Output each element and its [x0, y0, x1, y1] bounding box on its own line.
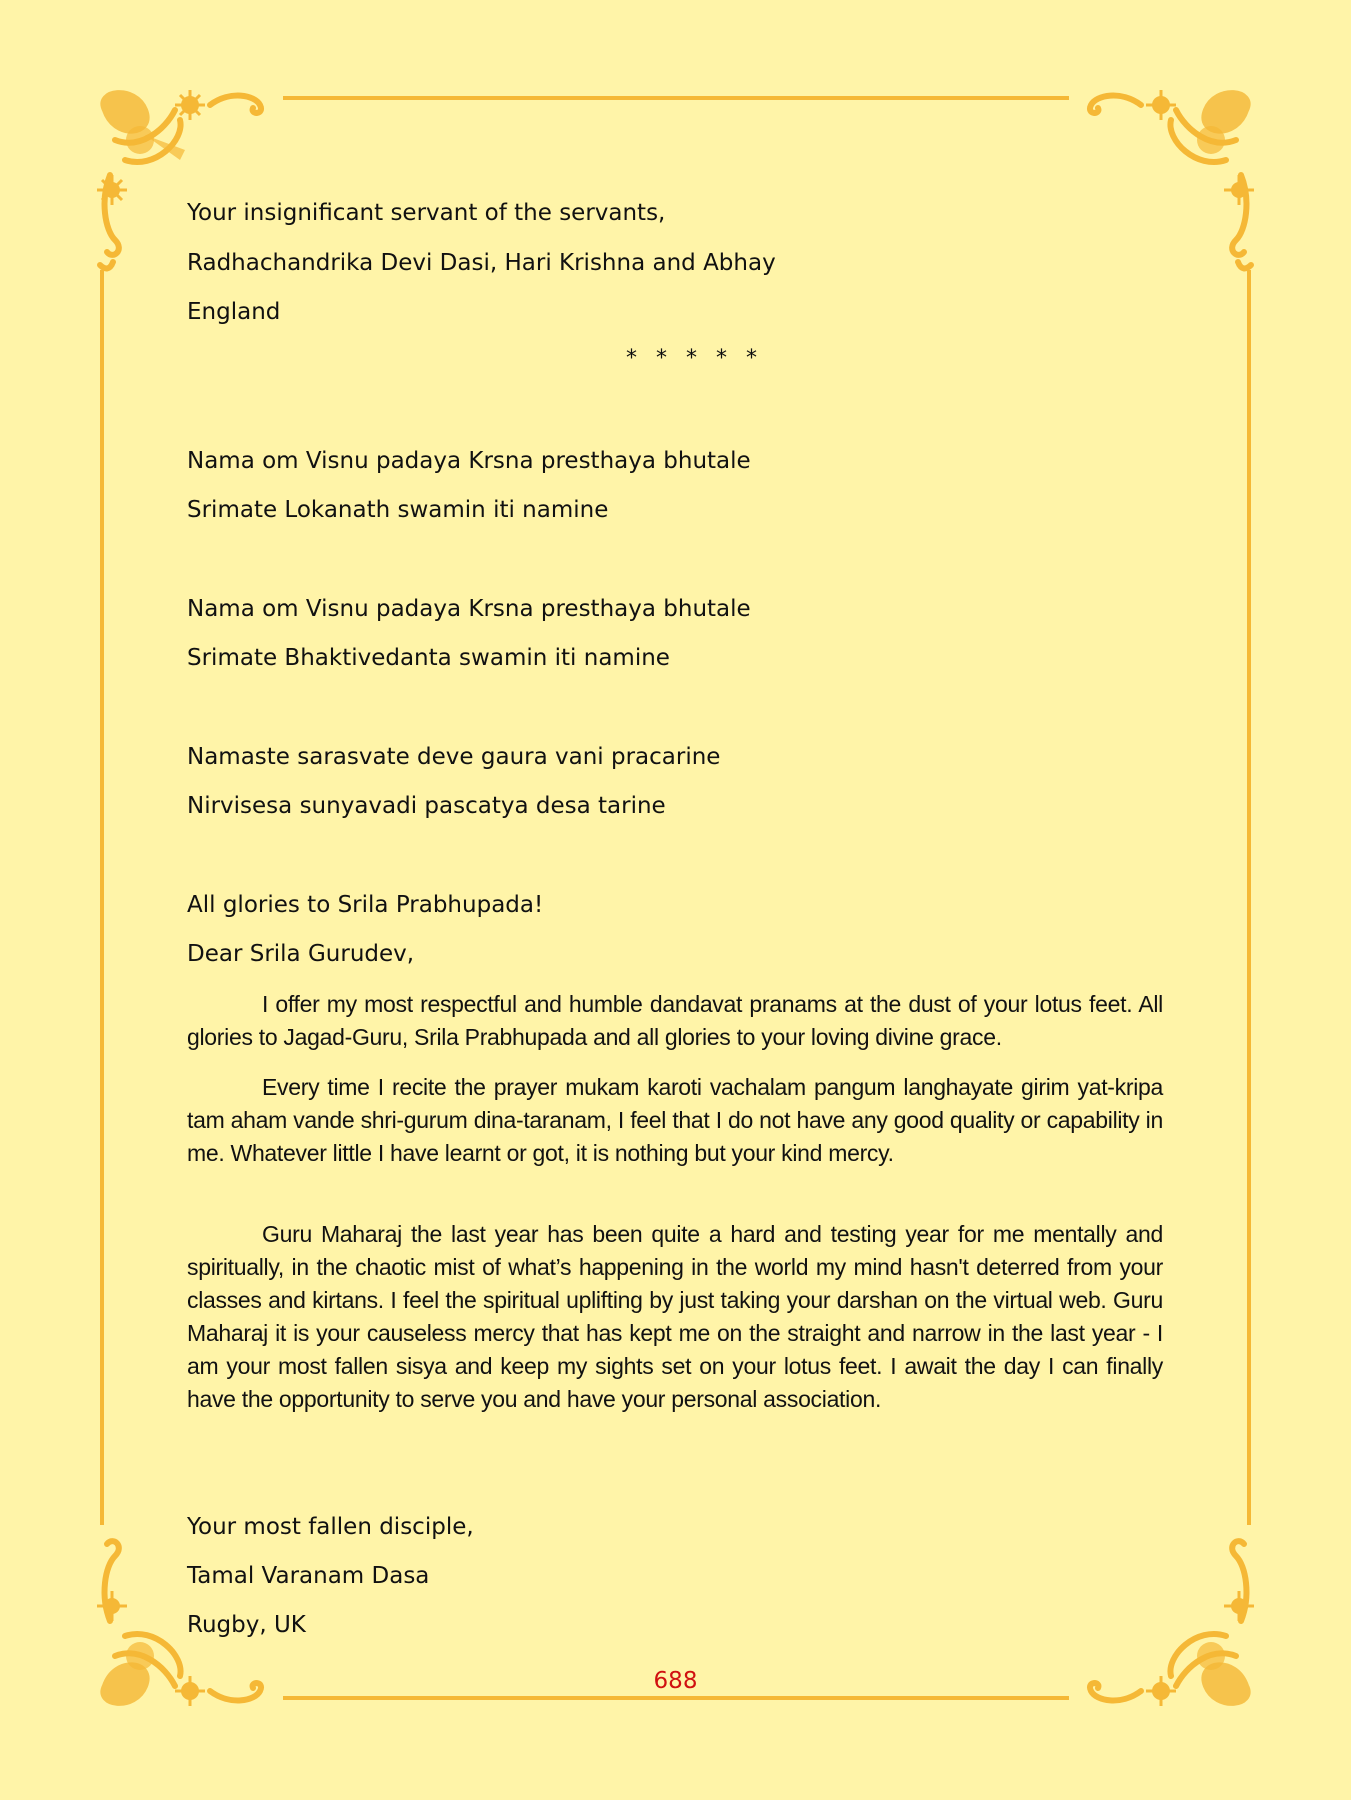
signoff-line: Your insignificant servant of the servants, — [187, 200, 666, 226]
section-separator: * * * * * — [626, 346, 763, 371]
letter-paragraph: I offer my most respectful and humble dandavat pranams at the dust of your lotus feet. All glories to Jagad-Guru, Srila Prabhupada and all glories to your loving divine grace. — [187, 991, 1163, 1050]
salutation: Dear Srila Gurudev, — [187, 941, 415, 967]
signature-name: Tamal Varanam Dasa — [187, 1563, 430, 1589]
closing-line: Your most fallen disciple, — [187, 1514, 474, 1540]
letter-paragraph: Guru Maharaj the last year has been quite a hard and testing year for me mentally and spiritually, in the chaotic mist of what’s happening in the world my mind hasn't deterred from your classes and kirtans. I feel the spiritual uplifting by just taking your darshan on the virtual web. Guru Maharaj it is your causeless mercy that has kept me on the straight and narrow in the last year - I am your most fallen sisya and keep my sights set on your lotus feet. I await the day I can finally have the opportunity to serve you and have your personal association. — [187, 1221, 1163, 1412]
prayer-line: Nama om Visnu padaya Krsna presthaya bhutale — [187, 448, 751, 474]
greeting: All glories to Srila Prabhupada! — [187, 892, 544, 918]
prayer-line: Nirvisesa sunyavadi pascatya desa tarine — [187, 793, 666, 819]
signature-location: Rugby, UK — [187, 1612, 306, 1638]
letter-paragraph: Every time I recite the prayer mukam karoti vachalam pangum langhayate girim yat-kripa tam aham vande shri-gurum dina-taranam, I feel that I do not have any good quality or capability in me. Whatever little I have learnt or got, it is nothing but your kind mercy. — [187, 1074, 1163, 1166]
page-number: 688 — [653, 1668, 698, 1694]
prayer-line: Namaste sarasvate deve gaura vani pracarine — [187, 744, 721, 770]
border-left — [100, 270, 104, 1525]
prayer-line: Nama om Visnu padaya Krsna presthaya bhutale — [187, 596, 751, 622]
floral-corner-ornament-icon — [1066, 80, 1266, 280]
border-right — [1247, 270, 1251, 1525]
border-bottom — [283, 1696, 1069, 1700]
prayer-line: Srimate Lokanath swamin iti namine — [187, 497, 609, 523]
signoff-names: Radhachandrika Devi Dasi, Hari Krishna and Abhay — [187, 250, 776, 276]
border-top — [283, 96, 1069, 100]
prayer-line: Srimate Bhaktivedanta swamin iti namine — [187, 645, 670, 671]
signoff-location: England — [187, 299, 281, 325]
